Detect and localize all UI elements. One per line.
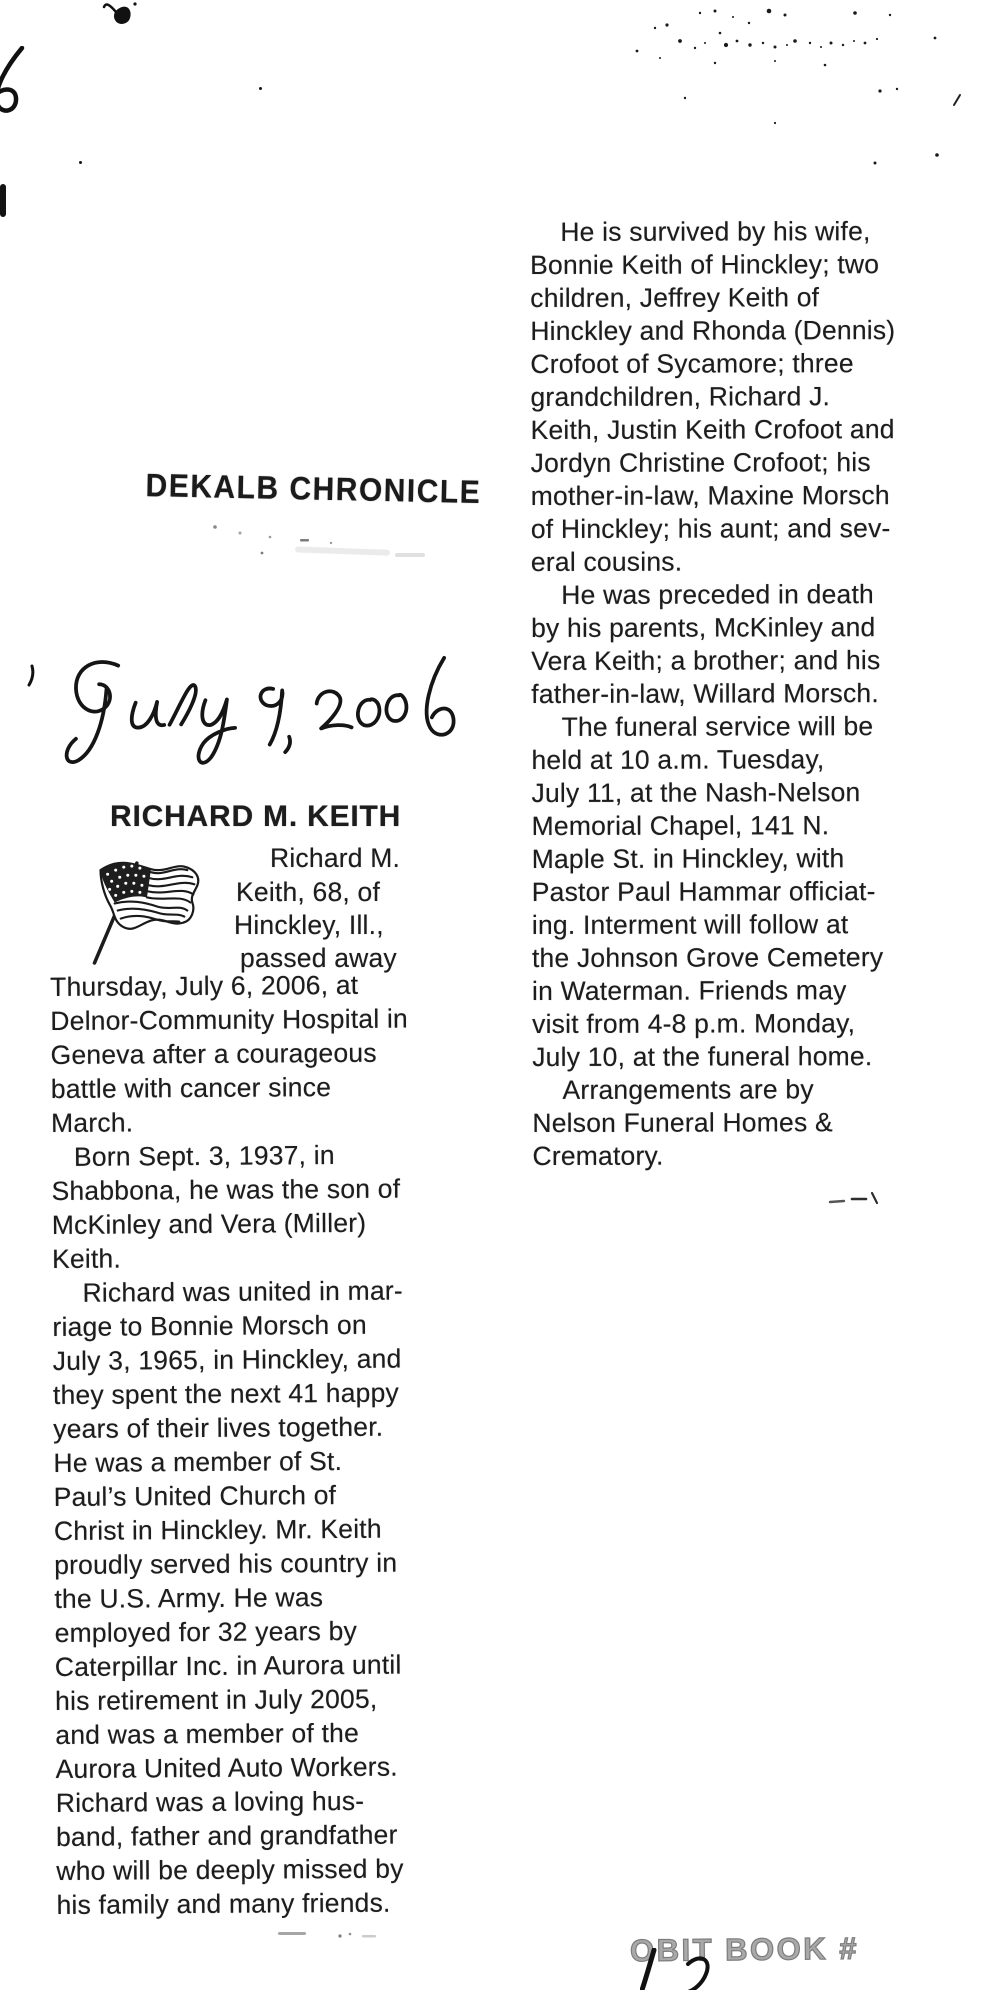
- ink-speck: [79, 161, 82, 164]
- obit-book-number-mark: [640, 1948, 760, 1990]
- obituary-right-column: He is survived by his wife, Bonnie Keith of Hinckley; two children, Jeffrey Keith of Hinckley and Rhonda (Dennis) Crofoot of Sycamore; three grandchildren, Richard J. Keith, Justin Keith Crofoot and Jordyn Christine Crofoot; his mother-in-law, Maxine Morsch of Hinckley; his aunt; and sev- eral cousins. He was preceded in death by his parents, McKinley and Vera Keith; a brother; and his father-in-law, Willard Morsch. The funeral service will be held at 10 a.m. Tuesday, July 11, at the Nash-Nelson Memorial Chapel, 141 N. Maple St. in Hinckley, with Pastor Paul Hammar officiat- ing. Interment will follow at the Johnson Grove Cemetery in Waterman. Friends may visit from 4-8 p.m. Monday, July 10, at the funeral home. Arrangements are by Nelson Funeral Homes & Crematory.: [530, 216, 896, 1171]
- obituary-left-column: Thursday, July 6, 2006, at Delnor-Community Hospital in Geneva after a courageous battle with cancer since March. Born Sept. 3, 1937, in Shabbona, he was the son of McKinley and Vera (Miller) Keith. Richard was united in mar- riage to Bonnie Morsch on July 3, 1965, in Hinckley, and they spent the next 41 happy years of their lives together. He was a member of St. Paul’s United Church of Christ in Hinckley. Mr. Keith proudly served his country in the U.S. Army. He was employed for 32 years by Caterpillar Inc. in Aurora until his retirement in July 2005, and was a member of the Aurora United Auto Workers. Richard was a loving hus- band, father and grandfather who will be deeply missed by his family and many friends.: [50, 969, 409, 1920]
- ink-blob: [102, 0, 142, 30]
- obit-book-stamp: OBIT BOOK #: [629, 1930, 860, 1969]
- intro-line: passed away: [240, 943, 397, 973]
- stamp-smudge: [200, 515, 450, 570]
- publication-stamp: DEKALB CHRONICLE: [145, 468, 482, 511]
- margin-mark: [0, 184, 6, 217]
- handwritten-date: [48, 641, 464, 781]
- pen-dash: [828, 1190, 880, 1212]
- ink-speck: [259, 87, 262, 90]
- obituary-headline: RICHARD M. KEITH: [110, 800, 402, 833]
- pen-tick: [26, 664, 36, 688]
- intro-line: Keith, 68, of: [236, 877, 381, 907]
- ink-specks: [625, 3, 965, 173]
- american-flag-icon: [86, 850, 218, 966]
- page-smudge: [278, 1926, 388, 1944]
- intro-line: Richard M.: [270, 843, 401, 873]
- intro-line: Hinckley, Ill.,: [234, 910, 384, 940]
- handwritten-six: [0, 46, 34, 120]
